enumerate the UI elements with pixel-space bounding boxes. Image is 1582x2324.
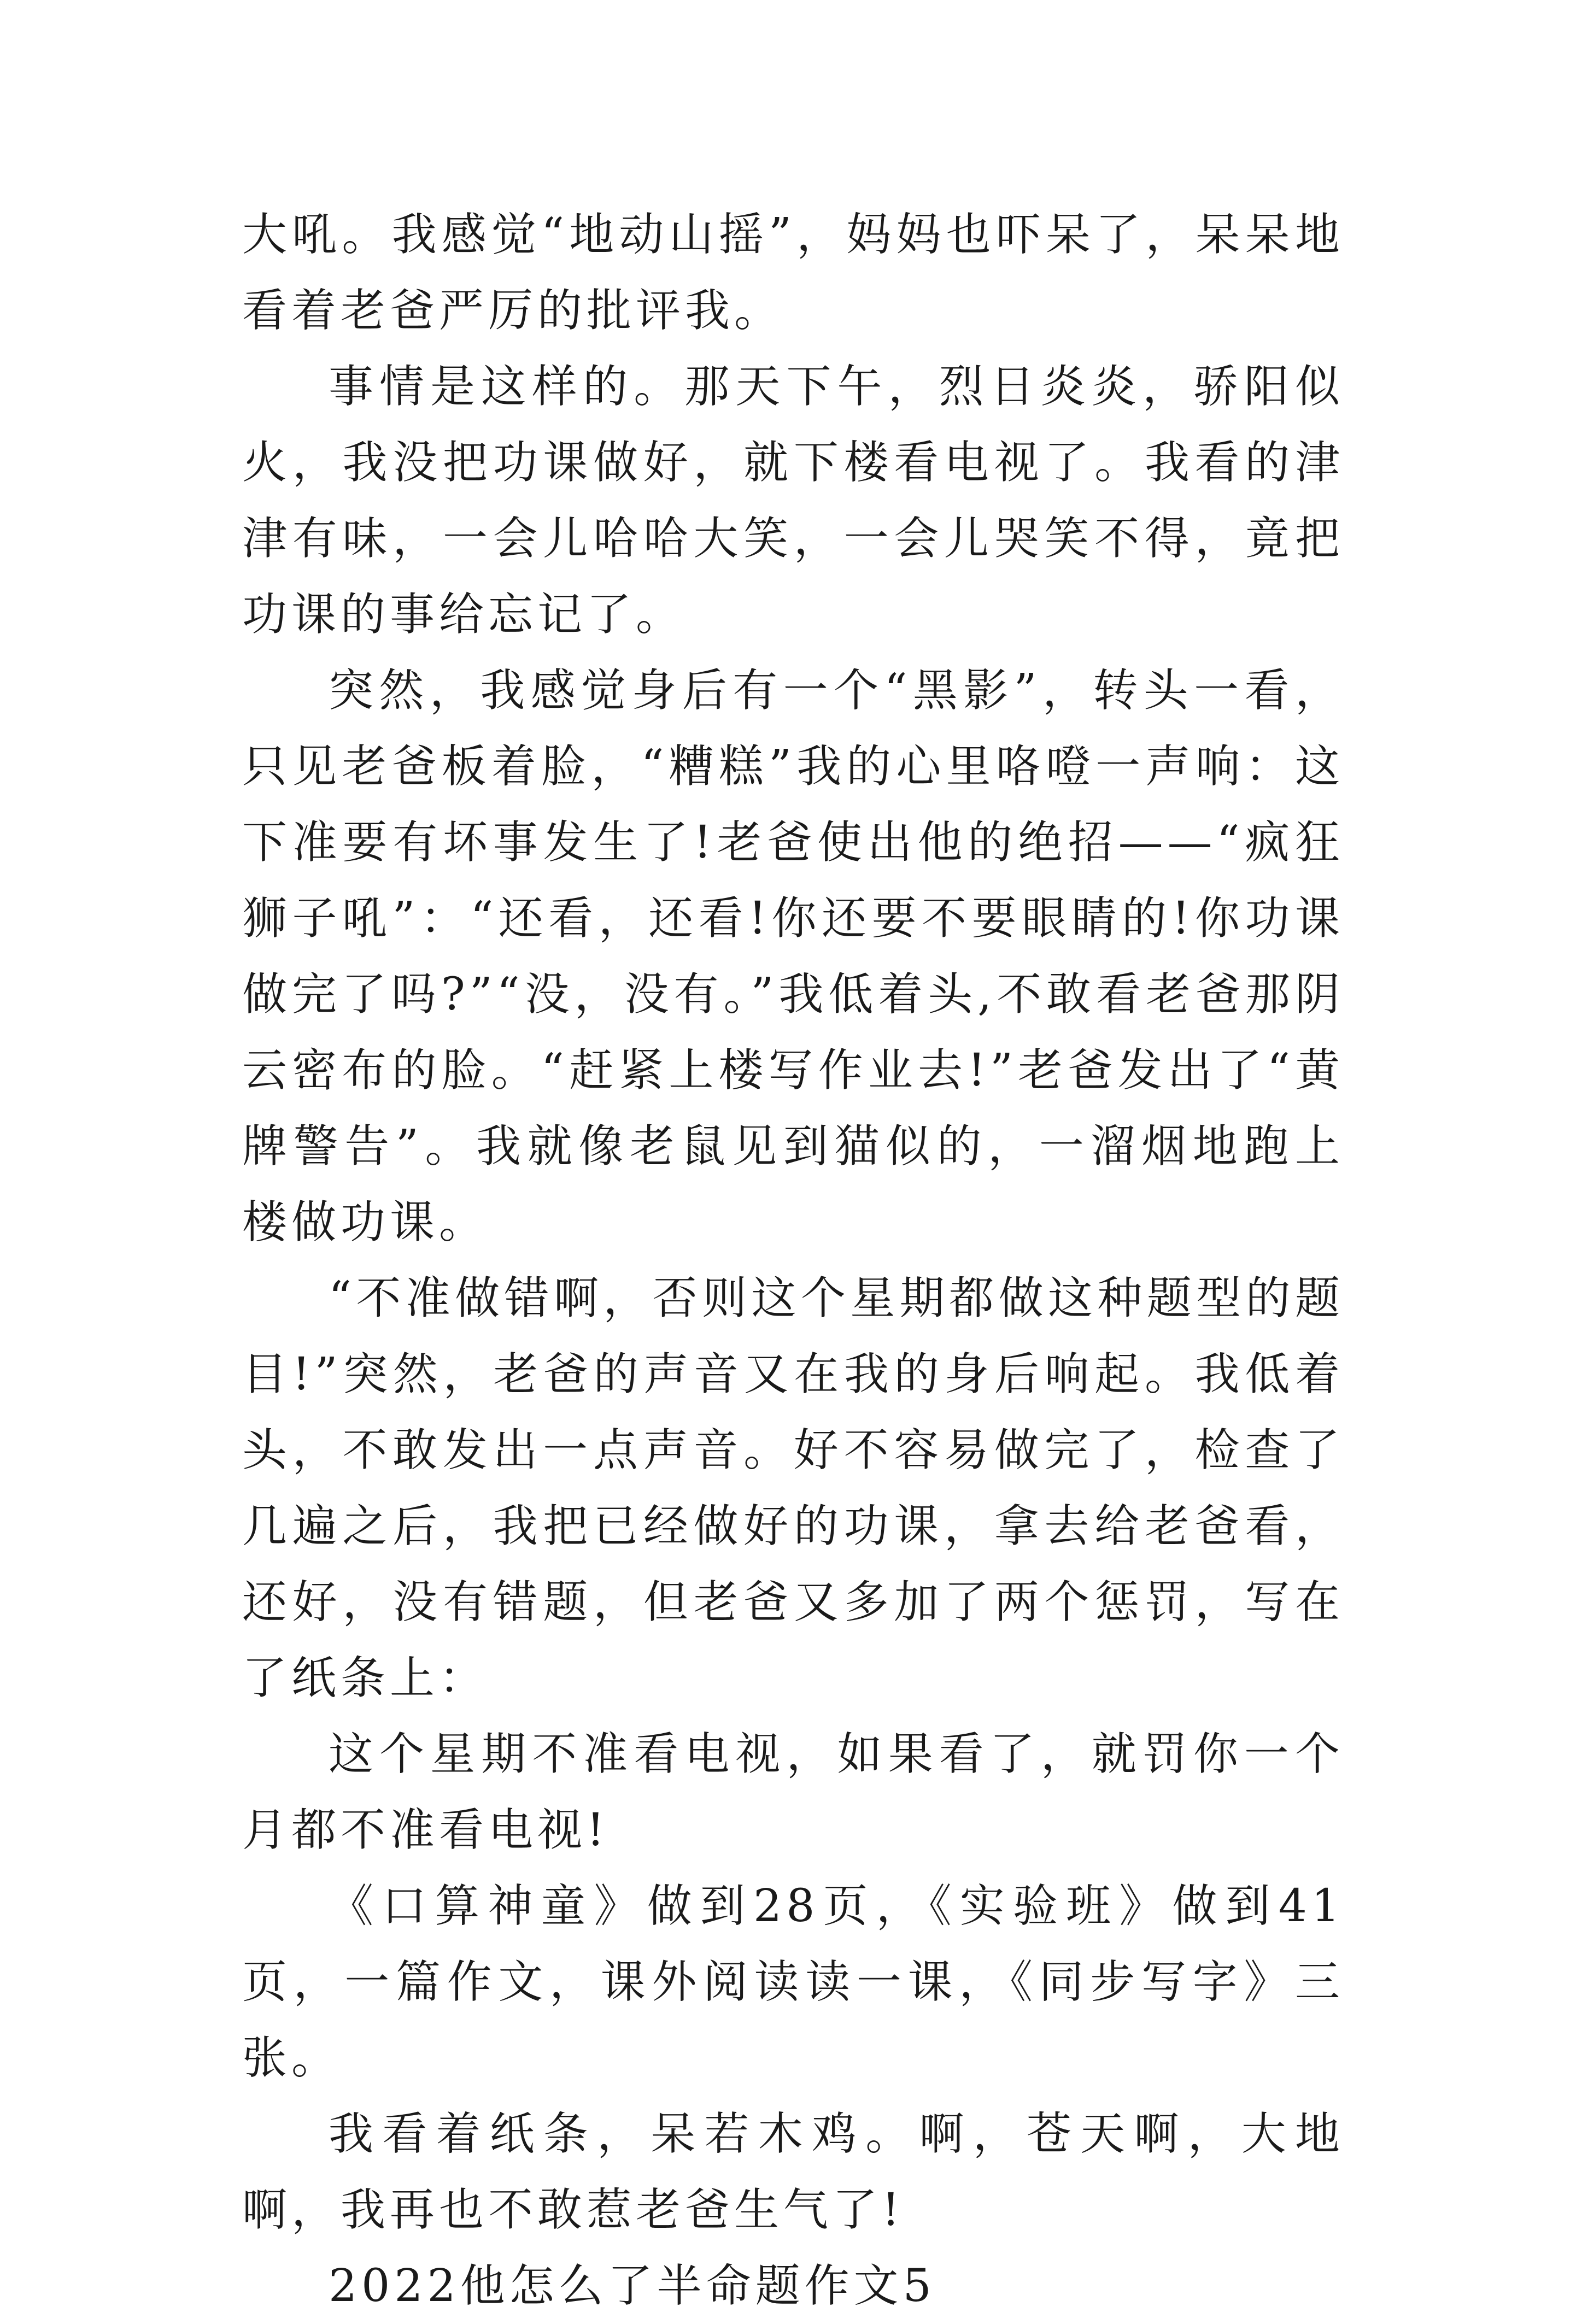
paragraph-2: 事情是这样的。那天下午，烈日炎炎，骄阳似火，我没把功课做好，就下楼看电视了。我看的津津有味，一会儿哈哈大笑，一会儿哭笑不得，竟把功课的事给忘记了。 — [242, 361, 1344, 641]
document-body — [242, 197, 1344, 2324]
paragraph-7: 我看着纸条，呆若木鸡。啊，苍天啊，大地啊，我再也不敢惹老爸生气了! — [242, 2108, 1344, 2236]
paragraph-1: 大吼。我感觉“地动山摇”，妈妈也吓呆了，呆呆地看着老爸严厉的批评我。 — [242, 209, 1344, 337]
paragraph-8: 2022他怎么了半命题作文5 — [329, 2260, 936, 2312]
paragraph-5: 这个星期不准看电视，如果看了，就罚你一个月都不准看电视! — [242, 1728, 1344, 1856]
paragraph-3: 突然，我感觉身后有一个“黑影”，转头一看，只见老爸板着脸，“糟糕”我的心里咯噔一声响：这下准要有坏事发生了!老爸使出他的绝招——“疯狂狮子吼”：“还看，还看!你还要不要眼睛的!你功课做完了吗?”“没，没有。”我低着头,不敢看老爸那阴云密布的脸。“赶紧上楼写作业去!”老爸发出了“黄牌警告”。我就像老鼠见到猫似的，一溜烟地跑上楼做功课。 — [242, 665, 1344, 1248]
paragraph-4: “不准做错啊，否则这个星期都做这种题型的题目!”突然，老爸的声音又在我的身后响起。我低着头，不敢发出一点声音。好不容易做完了，检查了几遍之后，我把已经做好的功课，拿去给老爸看，还好，没有错题，但老爸又多加了两个惩罚，写在了纸条上： — [242, 1272, 1344, 1704]
paragraph-6: 《口算神童》做到28页，《实验班》做到41页，一篇作文，课外阅读读一课，《同步写字》三张。 — [242, 1880, 1344, 2084]
